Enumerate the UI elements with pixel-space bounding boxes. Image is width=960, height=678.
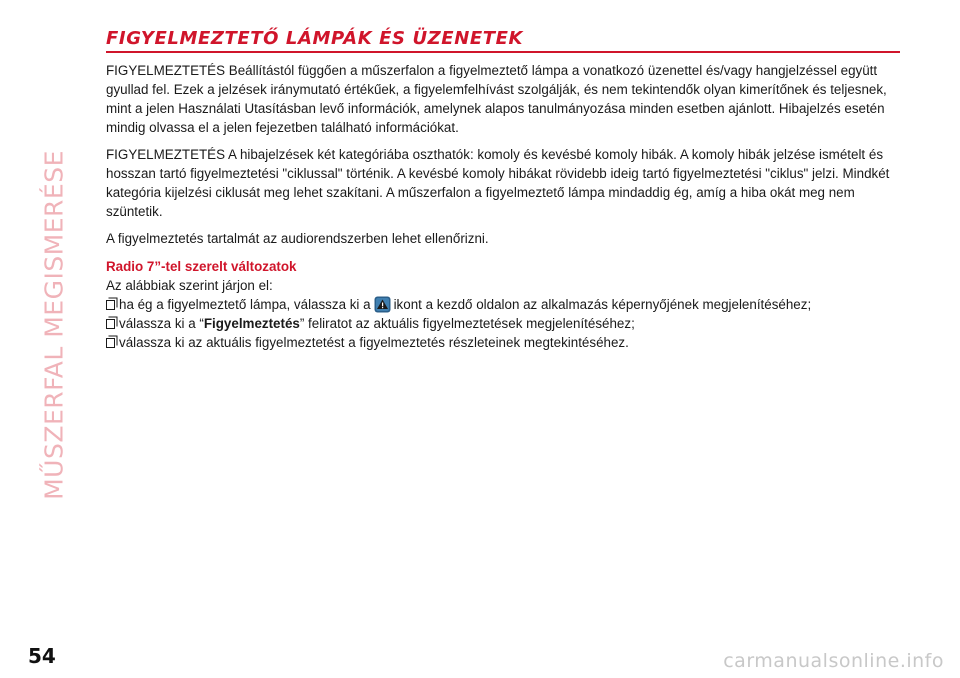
- step2-bold-label: Figyelmeztetés: [203, 316, 300, 331]
- page-heading: FIGYELMEZTETŐ LÁMPÁK ÉS ÜZENETEK: [106, 28, 900, 53]
- section-side-label: MŰSZERFAL MEGISMERÉSE: [39, 150, 69, 500]
- checkbox-bullet-icon: [106, 338, 115, 348]
- checkbox-bullet-icon: [106, 300, 115, 310]
- step1-text-after: ikont a kezdő oldalon az alkalmazás képernyőjének megjelenítéséhez;: [393, 297, 812, 312]
- step1-text-before: ha ég a figyelmeztető lámpa, válassza ki a: [119, 297, 371, 312]
- main-content: [106, 28, 900, 352]
- radio-subheading: Radio 7”-tel szerelt változatok: [106, 259, 297, 274]
- list-item: [106, 314, 900, 333]
- paragraph-audio-check: A figyelmeztetés tartalmát az audiorendszerben lehet ellenőrizni.: [106, 231, 489, 246]
- page-number: 54: [28, 644, 56, 668]
- step3-text: válassza ki az aktuális figyelmeztetést a figyelmeztetés részleteinek megtekintéséhez.: [119, 335, 629, 350]
- step2-text-after: ” feliratot az aktuális figyelmeztetések megjelenítéséhez;: [299, 316, 635, 331]
- warning-app-icon: [374, 296, 391, 313]
- checkbox-bullet-icon: [106, 319, 115, 329]
- step2-text-before: válassza ki a “: [119, 316, 204, 331]
- list-item: [106, 295, 900, 314]
- steps-list: [106, 295, 900, 352]
- list-item: [106, 333, 900, 352]
- steps-intro: Az alábbiak szerint járjon el:: [106, 278, 273, 293]
- watermark-text: carmanualsonline.info: [723, 650, 944, 672]
- paragraph-warning-1: FIGYELMEZTETÉS Beállítástól függően a műszerfalon a figyelmeztető lámpa a vonatkozó üzenettel és/vagy hangjelzéssel együtt gyullad fel. Ezek a jelzések iránymutató értékűek, a figyelemfelhívást szolgálják, és nem tekintendők olyan kimerítőnek és teljesnek, mint a jelen Használati Utasításban levő információk, amelynek alapos tanulmányozása minden esetben ajánlott. Hibajelzés esetén mindig olvassa el a jelen fejezetben található információkat.: [106, 63, 887, 135]
- paragraph-warning-2: FIGYELMEZTETÉS A hibajelzések két kategóriába oszthatók: komoly és kevésbé komoly hibák. A komoly hibák jelzése ismételt és hosszan tartó figyelmeztetési "ciklussal" történik. A kevésbé komoly hibákat rövidebb ideig tartó figyelmeztetési "ciklus" jelzi. Mindkét kategória kijelzési ciklusát meg lehet szakítani. A műszerfalon a figyelmeztető lámpa mindaddig ég, amíg a hiba okát meg nem szüntetik.: [106, 147, 890, 219]
